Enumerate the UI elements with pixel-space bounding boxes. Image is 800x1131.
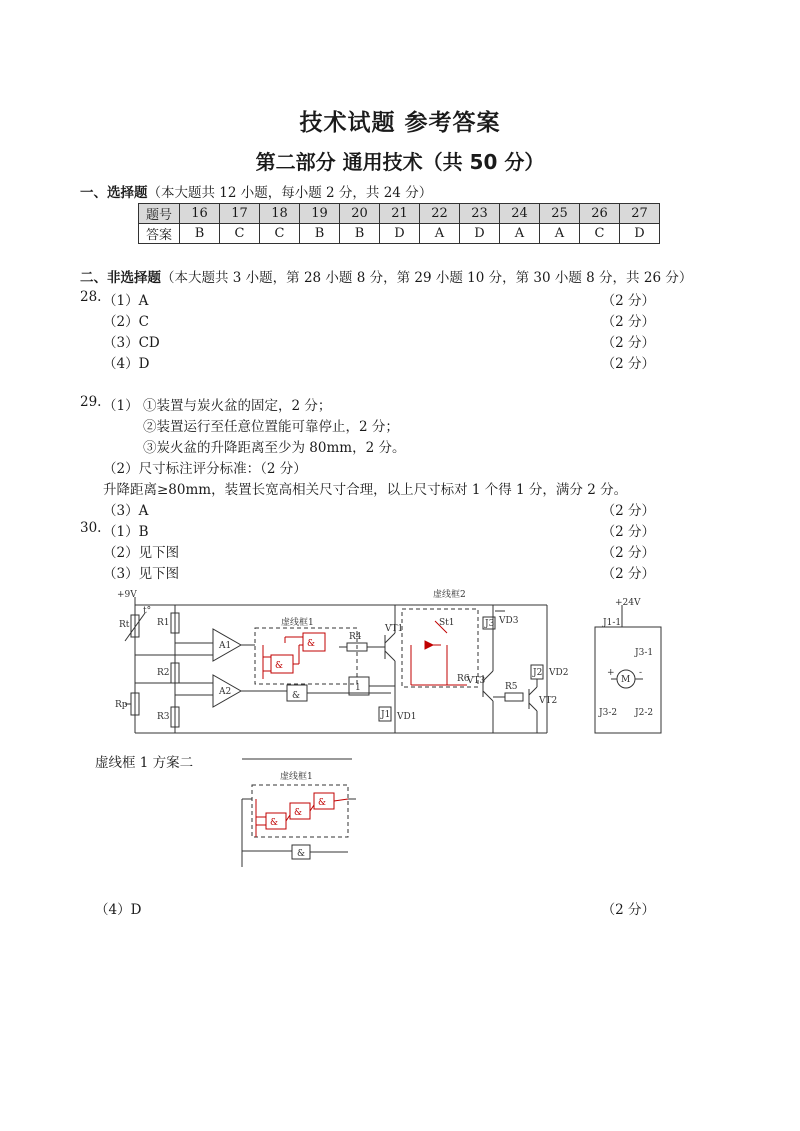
r4-label: R4 — [349, 632, 362, 642]
table-cell: 18 — [260, 204, 300, 224]
table-cell: C — [260, 224, 300, 244]
table-cell: A — [420, 224, 460, 244]
q28-score-1: （2 分） — [601, 293, 655, 309]
vt2-label: VT2 — [539, 696, 558, 706]
q28-answer-3: （3）CD — [103, 335, 160, 351]
motor-label: M — [621, 675, 631, 685]
table-cell: D — [620, 224, 660, 244]
table-cell: A — [500, 224, 540, 244]
table-cell: B — [180, 224, 220, 244]
j3-1-label: J3-1 — [635, 648, 654, 658]
section2-header — [80, 266, 692, 286]
alt-red-and-gate-1: & — [318, 798, 327, 808]
rp-label: Rp — [115, 700, 128, 710]
table-row-numbers — [139, 204, 660, 224]
table-cell: 19 — [300, 204, 340, 224]
box2-label: 虚线框2 — [433, 590, 466, 600]
q28-score-3: （2 分） — [601, 335, 655, 351]
q30-score-4: （2 分） — [601, 902, 655, 918]
section1-desc: （本大题共 12 小题，每小题 2 分，共 24 分） — [147, 185, 433, 201]
r1-label: R1 — [157, 618, 170, 628]
section2-desc: （本大题共 3 小题，第 28 小题 8 分，第 29 小题 10 分，第 30 小题 8 分，共 26 分） — [161, 270, 693, 286]
table-cell: 23 — [460, 204, 500, 224]
vt3-label: VT3 — [467, 676, 486, 686]
alt-and-gate: & — [297, 849, 306, 859]
table-row-label: 答案 — [139, 224, 180, 244]
vd2-label: VD2 — [549, 668, 569, 678]
vt1-label: VT1 — [385, 624, 404, 634]
j2-label: J2 — [533, 668, 543, 678]
box1-label: 虚线框1 — [281, 618, 314, 628]
table-cell: C — [220, 224, 260, 244]
alt-red-and-gate-3: & — [270, 818, 279, 828]
section1-heading: 一、选择题 — [80, 185, 148, 201]
table-cell: 20 — [340, 204, 380, 224]
vcc-label: +9V — [117, 590, 137, 600]
q28-answer-4: （4）D — [103, 356, 150, 372]
j3-2-label: J3-2 — [599, 708, 618, 718]
table-cell: 22 — [420, 204, 460, 224]
table-cell: 26 — [580, 204, 620, 224]
table-cell: 27 — [620, 204, 660, 224]
table-cell: 17 — [220, 204, 260, 224]
motor-plus: + — [607, 668, 615, 678]
alt-red-and-gate-2: & — [294, 808, 303, 818]
circuit-diagram — [95, 585, 675, 745]
section1-header — [80, 181, 432, 201]
q29-score-3: （2 分） — [601, 503, 655, 519]
red-and-gate-2: & — [275, 661, 284, 671]
q30-answer-1: （1）B — [103, 524, 149, 540]
vd1-label: VD1 — [397, 712, 417, 722]
table-cell: B — [340, 224, 380, 244]
page-subtitle: 第二部分 通用技术（共 50 分） — [255, 150, 545, 174]
section2-heading: 二、非选择题 — [80, 270, 161, 286]
alt-scheme-label: 虚线框 1 方案二 — [95, 755, 194, 771]
q28-number: 28. — [80, 289, 102, 305]
motor-minus: - — [639, 668, 643, 678]
table-cell: 25 — [540, 204, 580, 224]
r3-label: R3 — [157, 712, 170, 722]
q30-number: 30. — [80, 520, 102, 536]
table-cell: D — [380, 224, 420, 244]
j3-label: J3 — [485, 619, 495, 629]
t-mark: t° — [143, 606, 152, 616]
red-and-gate-1: & — [307, 639, 316, 649]
page-title: 技术试题 参考答案 — [299, 110, 501, 136]
q28-score-2: （2 分） — [601, 314, 655, 330]
table-cell: 24 — [500, 204, 540, 224]
r2-label: R2 — [157, 668, 170, 678]
q29-part2: （2）尺寸标注评分标准：（2 分） — [103, 461, 307, 477]
table-row-label: 题号 — [139, 204, 180, 224]
q29-part1-line-1: ①装置与炭火盆的固定，2 分； — [143, 398, 332, 414]
j2-2-label: J2-2 — [635, 708, 654, 718]
table-cell: C — [580, 224, 620, 244]
q29-number: 29. — [80, 394, 102, 410]
table-cell: 21 — [380, 204, 420, 224]
q29-part1-line-3: ③炭火盆的升降距离至少为 80mm，2 分。 — [143, 440, 406, 456]
rt-label: Rt — [119, 620, 130, 630]
vcc24-label: +24V — [615, 598, 641, 608]
q29-part2-detail: 升降距离≥80mm，装置长宽高相关尺寸合理，以上尺寸标对 1 个得 1 分，满分 2 分。 — [103, 482, 628, 498]
q28-answer-2: （2）C — [103, 314, 149, 330]
alt-circuit-diagram — [236, 755, 356, 870]
q30-answer-4: （4）D — [95, 902, 142, 918]
not-gate-label: 1 — [355, 683, 361, 693]
j1-label: J1 — [381, 710, 391, 720]
alt-box-label: 虚线框1 — [280, 772, 313, 782]
q29-part1-label: （1） — [103, 398, 139, 414]
st1-label: St1 — [439, 618, 455, 628]
a1-label: A1 — [219, 641, 232, 651]
q30-answer-3: （3）见下图 — [103, 566, 180, 582]
table-cell: A — [540, 224, 580, 244]
q30-score-3: （2 分） — [601, 566, 655, 582]
vd3-label: VD3 — [499, 616, 519, 626]
q30-score-1: （2 分） — [601, 524, 655, 540]
r6-label: R6 — [457, 674, 470, 684]
table-row-answers — [139, 224, 660, 244]
q28-score-4: （2 分） — [601, 356, 655, 372]
r5-label: R5 — [505, 682, 518, 692]
and-gate-label: & — [292, 691, 301, 701]
q29-part3: （3）A — [103, 503, 149, 519]
q30-answer-2: （2）见下图 — [103, 545, 180, 561]
table-cell: D — [460, 224, 500, 244]
j1-1-label: J1-1 — [603, 618, 622, 628]
table-cell: 16 — [180, 204, 220, 224]
q30-score-2: （2 分） — [601, 545, 655, 561]
table-cell: B — [300, 224, 340, 244]
q29-part1-line-2: ②装置运行至任意位置能可靠停止，2 分； — [143, 419, 399, 435]
a2-label: A2 — [219, 687, 232, 697]
q28-answer-1: （1）A — [103, 293, 149, 309]
answer-table — [138, 203, 660, 244]
